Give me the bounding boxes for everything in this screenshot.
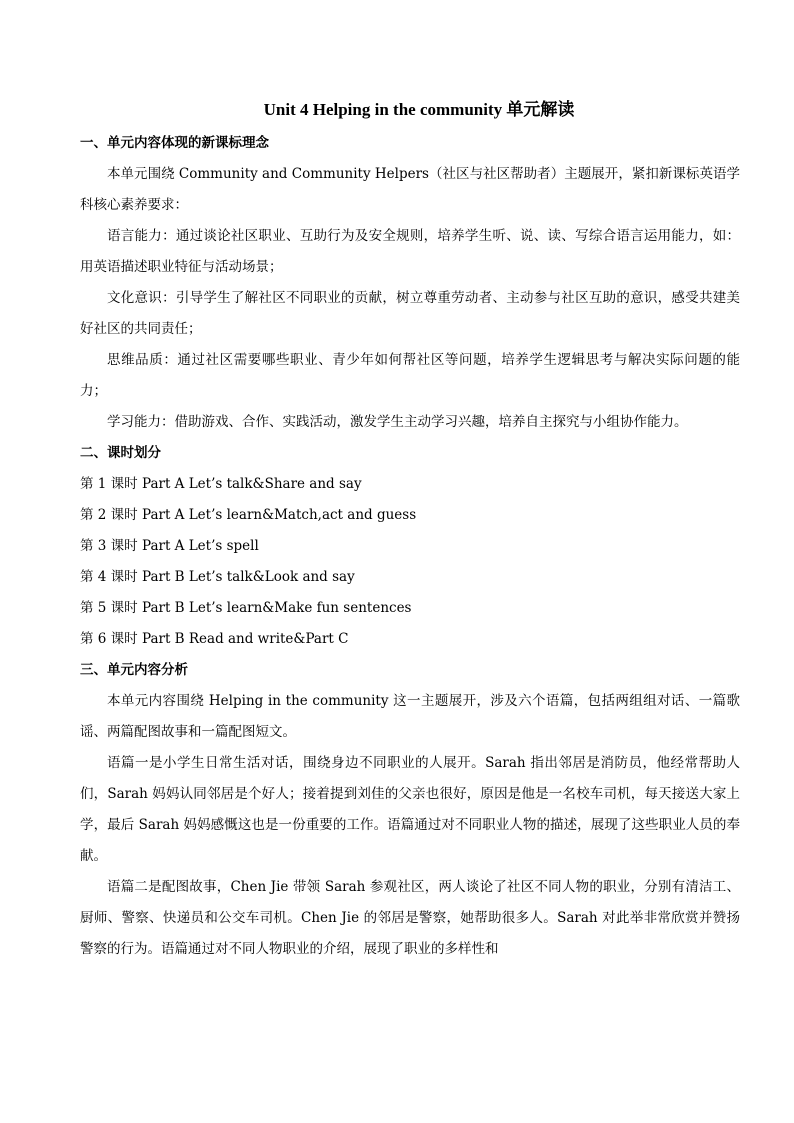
section3-heading: 三、单元内容分析 [80, 662, 188, 678]
lesson-item: 第 2 课时 Part A Let’s learn&Match,act and guess [80, 507, 417, 523]
lesson-item: 第 4 课时 Part B Let’s talk&Look and say [80, 569, 355, 585]
section3-paragraph-intro: 本单元内容围绕 Helping in the community 这一主题展开，涉及六个语篇，包括两组组对话、一篇歌谣、两篇配图故事和一篇配图短文。 [80, 693, 740, 740]
lesson-item: 第 3 课时 Part A Let’s spell [80, 538, 259, 554]
section1-paragraph-culture: 文化意识：引导学生了解社区不同职业的贡献，树立尊重劳动者、主动参与社区互助的意识，感受共建美好社区的共同责任； [80, 290, 740, 337]
section1-heading: 一、单元内容体现的新课标理念 [80, 135, 269, 151]
section1-paragraph-learning: 学习能力：借助游戏、合作、实践活动，激发学生主动学习兴趣，培养自主探究与小组协作能力。 [107, 414, 688, 430]
section1-paragraph-intro: 本单元围绕 Community and Community Helpers（社区与社区帮助者）主题展开，紧扣新课标英语学科核心素养要求： [80, 166, 740, 213]
section2-heading: 二、课时划分 [80, 445, 161, 461]
document-page [80, 96, 740, 965]
section1-paragraph-thinking: 思维品质：通过社区需要哪些职业、青少年如何帮社区等问题，培养学生逻辑思考与解决实际问题的能力； [80, 352, 740, 399]
section1-paragraph-language: 语言能力：通过谈论社区职业、互助行为及安全规则，培养学生听、说、读、写综合语言运用能力，如：用英语描述职业特征与活动场景； [80, 228, 740, 275]
lesson-item: 第 5 课时 Part B Let’s learn&Make fun sentences [80, 600, 412, 616]
document-title: Unit 4 Helping in the community 单元解读 [263, 100, 575, 119]
lesson-list [80, 469, 740, 655]
lesson-item: 第 6 课时 Part B Read and write&Part C [80, 631, 349, 647]
section3-paragraph-text1: 语篇一是小学生日常生活对话，围绕身边不同职业的人展开。Sarah 指出邻居是消防员，他经常帮助人们，Sarah 妈妈认同邻居是个好人；接着提到刘佳的父亲也很好，原因是他是一名校车司机，每天接送大家上学，最后 Sarah 妈妈感慨这也是一份重要的工作。语篇通过对不同职业人物的描述，展现了这些职业人员的奉献。 [80, 755, 740, 864]
lesson-item: 第 1 课时 Part A Let’s talk&Share and say [80, 476, 362, 492]
section3-paragraph-text2: 语篇二是配图故事，Chen Jie 带领 Sarah 参观社区，两人谈论了社区不同人物的职业，分别有清洁工、厨师、警察、快递员和公交车司机。Chen Jie 的邻居是警察，她帮助很多人。Sarah 对此举非常欣赏并赞扬警察的行为。语篇通过对不同人物职业的介绍，展现了职业的多样性和 [80, 879, 740, 957]
